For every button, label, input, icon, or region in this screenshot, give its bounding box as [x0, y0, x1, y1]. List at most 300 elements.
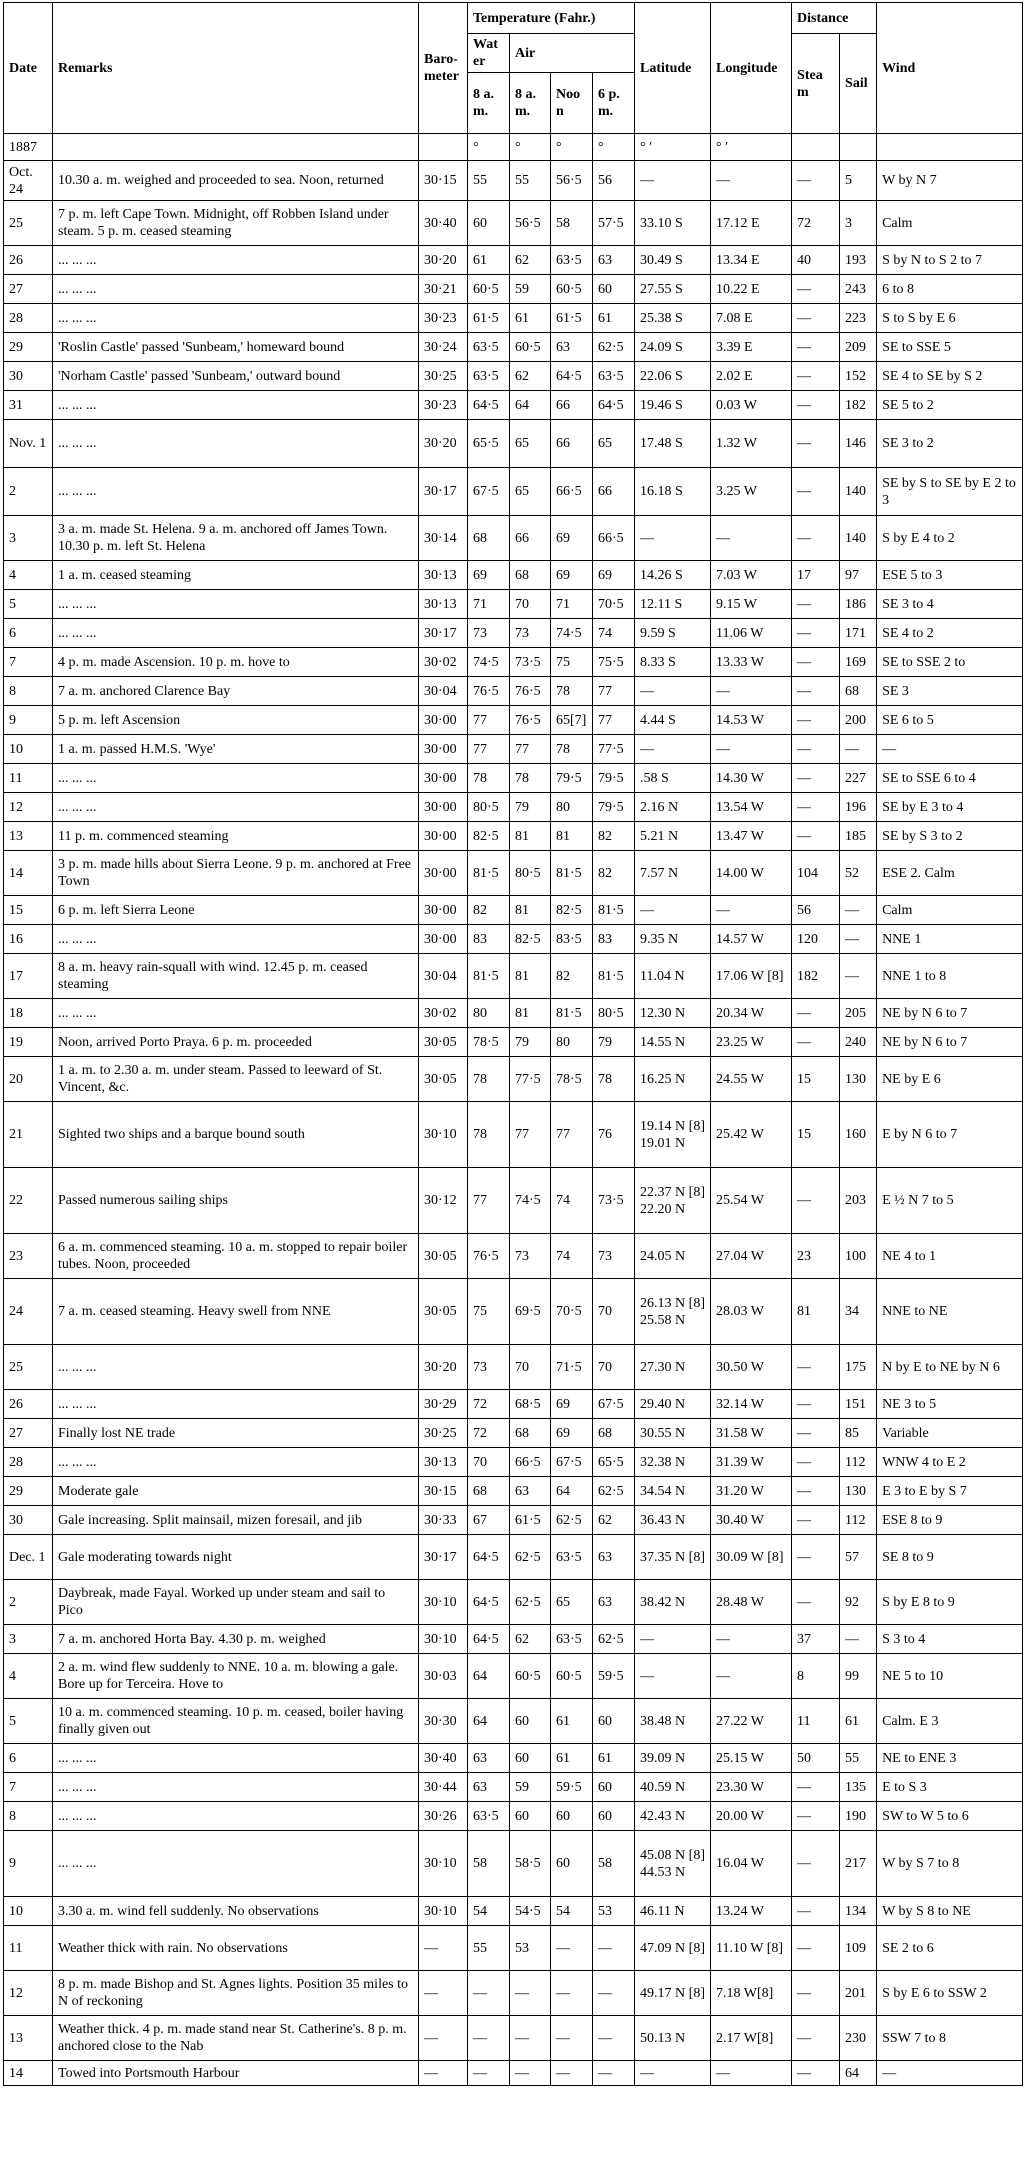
latitude-cell: 11.04 N: [635, 954, 711, 999]
sail-distance-cell: 243: [840, 275, 877, 304]
latitude-cell: 25.38 S: [635, 304, 711, 333]
remarks-cell: Moderate gale: [53, 1477, 419, 1506]
air-noon-cell: 69: [551, 561, 593, 590]
steam-distance-cell: —: [792, 999, 840, 1028]
wind-cell: S by E 8 to 9: [877, 1580, 1023, 1625]
table-row: [4, 1926, 1023, 1971]
longitude-cell: 28.48 W: [711, 1580, 792, 1625]
table-row: [4, 648, 1023, 677]
steam-distance-cell: —: [792, 764, 840, 793]
wind-cell: Calm. E 3: [877, 1699, 1023, 1744]
wind-cell: SW to W 5 to 6: [877, 1802, 1023, 1831]
air-6pm-cell: 60: [593, 1802, 635, 1831]
table-row: [4, 516, 1023, 561]
latitude-cell: 30.49 S: [635, 246, 711, 275]
barometer-cell: 30·40: [419, 201, 468, 246]
barometer-cell: 30·05: [419, 1028, 468, 1057]
air-8am-cell: 60: [510, 1699, 551, 1744]
air-8am-cell: 81: [510, 822, 551, 851]
water-8am-cell: 64·5: [468, 1625, 510, 1654]
air-8am-cell: 58·5: [510, 1831, 551, 1897]
water-8am-cell: 81·5: [468, 851, 510, 896]
air-8am-cell: 59: [510, 1773, 551, 1802]
longitude-cell: 10.22 E: [711, 275, 792, 304]
air-6pm-cell: 82: [593, 822, 635, 851]
steam-distance-cell: —: [792, 1580, 840, 1625]
steam-distance-cell: —: [792, 1448, 840, 1477]
air-noon-cell: 65: [551, 1580, 593, 1625]
sail-distance-cell: 209: [840, 333, 877, 362]
air-noon-cell: 66·5: [551, 468, 593, 516]
wind-cell: S by E 6 to SSW 2: [877, 1971, 1023, 2016]
steam-distance-cell: —: [792, 822, 840, 851]
air-6pm-cell: 56: [593, 161, 635, 201]
barometer-cell: 30·00: [419, 793, 468, 822]
table-row: [4, 1744, 1023, 1773]
sail-distance-cell: 140: [840, 516, 877, 561]
remarks-cell: Finally lost NE trade: [53, 1419, 419, 1448]
air-6pm-cell: —: [593, 2016, 635, 2061]
date-cell: Dec. 1: [4, 1535, 53, 1580]
wind-cell: NNE 1 to 8: [877, 954, 1023, 999]
barometer-cell: 30·00: [419, 851, 468, 896]
steam-distance-cell: —: [792, 793, 840, 822]
remarks-cell: ... ... ...: [53, 1802, 419, 1831]
air-8am-cell: 62: [510, 246, 551, 275]
wind-cell: Variable: [877, 1419, 1023, 1448]
air-6pm-cell: 62·5: [593, 1477, 635, 1506]
air-8am-cell: 73·5: [510, 648, 551, 677]
air-8am-cell: 61·5: [510, 1506, 551, 1535]
sail-distance-cell: —: [840, 954, 877, 999]
air-8am-cell: 54·5: [510, 1897, 551, 1926]
latitude-cell: 36.43 N: [635, 1506, 711, 1535]
air-noon-cell: 64: [551, 1477, 593, 1506]
sail-distance-cell: 55: [840, 1744, 877, 1773]
latitude-cell: 33.10 S: [635, 201, 711, 246]
wind-cell: W by S 7 to 8: [877, 1831, 1023, 1897]
air-noon-cell: —: [551, 2016, 593, 2061]
sail-distance-cell: 186: [840, 590, 877, 619]
table-row: [4, 304, 1023, 333]
sail-distance-cell: 61: [840, 1699, 877, 1744]
longitude-cell: 30.09 W [8]: [711, 1535, 792, 1580]
header-air-noon: Noon: [551, 73, 593, 134]
wind-cell: SE to SSE 2 to: [877, 648, 1023, 677]
remarks-cell: Noon, arrived Porto Praya. 6 p. m. proceeded: [53, 1028, 419, 1057]
remarks-cell: 1 a. m. passed H.M.S. 'Wye': [53, 735, 419, 764]
table-body: [4, 134, 1023, 2086]
barometer-cell: 30·17: [419, 468, 468, 516]
longitude-cell: —: [711, 161, 792, 201]
date-cell: 6: [4, 619, 53, 648]
longitude-cell: 16.04 W: [711, 1831, 792, 1897]
barometer-cell: 30·05: [419, 1279, 468, 1345]
latitude-cell: 24.09 S: [635, 333, 711, 362]
date-cell: 11: [4, 1926, 53, 1971]
air-6pm-cell: 76: [593, 1102, 635, 1168]
date-cell: 28: [4, 304, 53, 333]
date-cell: 29: [4, 1477, 53, 1506]
air-6pm-cell: 63: [593, 1580, 635, 1625]
steam-distance-cell: —: [792, 1390, 840, 1419]
air-8am-cell: 81: [510, 999, 551, 1028]
sail-distance-cell: 92: [840, 1580, 877, 1625]
water-8am-cell: 64·5: [468, 1580, 510, 1625]
date-cell: 18: [4, 999, 53, 1028]
sail-distance-cell: 185: [840, 822, 877, 851]
table-row: [4, 1419, 1023, 1448]
wind-cell: —: [877, 735, 1023, 764]
longitude-cell: —: [711, 896, 792, 925]
date-cell: 9: [4, 1831, 53, 1897]
barometer-cell: 30·29: [419, 1390, 468, 1419]
date-cell: Nov. 1: [4, 420, 53, 468]
barometer-cell: 30·20: [419, 1345, 468, 1390]
remarks-cell: Weather thick with rain. No observations: [53, 1926, 419, 1971]
longitude-cell: 31.39 W: [711, 1448, 792, 1477]
remarks-cell: ... ... ...: [53, 619, 419, 648]
water-8am-cell: 75: [468, 1279, 510, 1345]
barometer-cell: 30·30: [419, 1699, 468, 1744]
air-8am-cell: 65: [510, 468, 551, 516]
air-8am-cell: 59: [510, 275, 551, 304]
air-noon-cell: 63·5: [551, 1535, 593, 1580]
table-row: [4, 619, 1023, 648]
sail-distance-cell: 112: [840, 1448, 877, 1477]
longitude-cell: 31.20 W: [711, 1477, 792, 1506]
sail-distance-cell: 146: [840, 420, 877, 468]
sail-distance-cell: 201: [840, 1971, 877, 2016]
degree-mark: °: [510, 134, 551, 161]
remarks-cell: 4 p. m. made Ascension. 10 p. m. hove to: [53, 648, 419, 677]
air-6pm-cell: —: [593, 2061, 635, 2086]
air-noon-cell: 82: [551, 954, 593, 999]
latitude-cell: —: [635, 516, 711, 561]
water-8am-cell: 77: [468, 735, 510, 764]
date-cell: 11: [4, 764, 53, 793]
date-cell: 17: [4, 954, 53, 999]
table-row: [4, 561, 1023, 590]
water-8am-cell: 63: [468, 1744, 510, 1773]
page: [3, 2, 1023, 2086]
header-air-6pm: 6 p. m.: [593, 73, 635, 134]
year-cell: [840, 134, 877, 161]
wind-cell: SSW 7 to 8: [877, 2016, 1023, 2061]
header-remarks: Remarks: [53, 3, 419, 134]
sail-distance-cell: 169: [840, 648, 877, 677]
steam-distance-cell: 17: [792, 561, 840, 590]
barometer-cell: 30·24: [419, 333, 468, 362]
remarks-cell: Gale increasing. Split mainsail, mizen foresail, and jib: [53, 1506, 419, 1535]
remarks-cell: Passed numerous sailing ships: [53, 1168, 419, 1234]
barometer-cell: 30·25: [419, 362, 468, 391]
barometer-cell: 30·26: [419, 1802, 468, 1831]
wind-cell: E 3 to E by S 7: [877, 1477, 1023, 1506]
air-noon-cell: 78: [551, 735, 593, 764]
steam-distance-cell: —: [792, 420, 840, 468]
sail-distance-cell: 230: [840, 2016, 877, 2061]
longitude-cell: 1.32 W: [711, 420, 792, 468]
table-row: [4, 1102, 1023, 1168]
remarks-cell: ... ... ...: [53, 925, 419, 954]
table-row: [4, 391, 1023, 420]
steam-distance-cell: —: [792, 1345, 840, 1390]
sail-distance-cell: 217: [840, 1831, 877, 1897]
air-8am-cell: 76·5: [510, 706, 551, 735]
date-cell: 23: [4, 1234, 53, 1279]
air-6pm-cell: 74: [593, 619, 635, 648]
sail-distance-cell: 97: [840, 561, 877, 590]
wind-cell: NE 5 to 10: [877, 1654, 1023, 1699]
wind-cell: SE by S to SE by E 2 to 3: [877, 468, 1023, 516]
longitude-cell: 3.25 W: [711, 468, 792, 516]
latitude-cell: —: [635, 2061, 711, 2086]
water-8am-cell: 77: [468, 706, 510, 735]
latitude-cell: 9.59 S: [635, 619, 711, 648]
barometer-cell: 30·13: [419, 1448, 468, 1477]
wind-cell: E ½ N 7 to 5: [877, 1168, 1023, 1234]
latitude-cell: 12.11 S: [635, 590, 711, 619]
year-cell: 1887: [4, 134, 53, 161]
longitude-cell: 20.00 W: [711, 1802, 792, 1831]
air-8am-cell: —: [510, 2016, 551, 2061]
steam-distance-cell: 15: [792, 1057, 840, 1102]
air-6pm-cell: 82: [593, 851, 635, 896]
longitude-cell: 14.57 W: [711, 925, 792, 954]
latitude-cell: 40.59 N: [635, 1773, 711, 1802]
remarks-cell: ... ... ...: [53, 590, 419, 619]
table-row: [4, 706, 1023, 735]
latitude-cell: —: [635, 1625, 711, 1654]
table-row: [4, 590, 1023, 619]
air-8am-cell: 77: [510, 1102, 551, 1168]
header-longitude: Longitude: [711, 3, 792, 134]
air-6pm-cell: —: [593, 1971, 635, 2016]
air-noon-cell: 70·5: [551, 1279, 593, 1345]
sail-distance-cell: 151: [840, 1390, 877, 1419]
remarks-cell: 11 p. m. commenced steaming: [53, 822, 419, 851]
water-8am-cell: 64: [468, 1699, 510, 1744]
longitude-cell: 14.30 W: [711, 764, 792, 793]
latitude-cell: 17.48 S: [635, 420, 711, 468]
date-cell: 2: [4, 1580, 53, 1625]
barometer-cell: 30·00: [419, 822, 468, 851]
sail-distance-cell: 52: [840, 851, 877, 896]
barometer-cell: 30·04: [419, 954, 468, 999]
air-noon-cell: 64·5: [551, 362, 593, 391]
table-row: [4, 201, 1023, 246]
air-noon-cell: 54: [551, 1897, 593, 1926]
sail-distance-cell: 140: [840, 468, 877, 516]
longitude-cell: 3.39 E: [711, 333, 792, 362]
header-temperature: Temperature (Fahr.): [468, 3, 635, 34]
table-row: [4, 735, 1023, 764]
water-8am-cell: 61·5: [468, 304, 510, 333]
date-cell: 13: [4, 2016, 53, 2061]
steam-distance-cell: —: [792, 1831, 840, 1897]
sail-distance-cell: 152: [840, 362, 877, 391]
steam-distance-cell: —: [792, 333, 840, 362]
table-row: [4, 1773, 1023, 1802]
air-noon-cell: 63·5: [551, 1625, 593, 1654]
barometer-cell: 30·00: [419, 764, 468, 793]
barometer-cell: 30·13: [419, 590, 468, 619]
water-8am-cell: 63: [468, 1773, 510, 1802]
date-cell: 6: [4, 1744, 53, 1773]
table-row: [4, 1699, 1023, 1744]
air-6pm-cell: 63·5: [593, 362, 635, 391]
air-noon-cell: 60·5: [551, 275, 593, 304]
date-cell: Oct. 24: [4, 161, 53, 201]
water-8am-cell: 64·5: [468, 391, 510, 420]
degree-minute-mark: ° ′: [635, 134, 711, 161]
latitude-cell: 29.40 N: [635, 1390, 711, 1419]
remarks-cell: ... ... ...: [53, 764, 419, 793]
longitude-cell: 2.02 E: [711, 362, 792, 391]
air-8am-cell: 56·5: [510, 201, 551, 246]
steam-distance-cell: —: [792, 648, 840, 677]
year-cell: [877, 134, 1023, 161]
latitude-cell: 14.55 N: [635, 1028, 711, 1057]
water-8am-cell: 76·5: [468, 1234, 510, 1279]
latitude-cell: 47.09 N [8]: [635, 1926, 711, 1971]
sail-distance-cell: 109: [840, 1926, 877, 1971]
latitude-cell: 49.17 N [8]: [635, 1971, 711, 2016]
air-8am-cell: 68: [510, 1419, 551, 1448]
barometer-cell: 30·25: [419, 1419, 468, 1448]
air-8am-cell: 70: [510, 1345, 551, 1390]
sail-distance-cell: 135: [840, 1773, 877, 1802]
date-cell: 8: [4, 1802, 53, 1831]
remarks-cell: ... ... ...: [53, 420, 419, 468]
air-8am-cell: 79: [510, 793, 551, 822]
steam-distance-cell: 15: [792, 1102, 840, 1168]
water-8am-cell: 63·5: [468, 1802, 510, 1831]
date-cell: 9: [4, 706, 53, 735]
barometer-cell: —: [419, 2061, 468, 2086]
air-6pm-cell: —: [593, 1926, 635, 1971]
table-row: [4, 1448, 1023, 1477]
water-8am-cell: —: [468, 1971, 510, 2016]
air-noon-cell: 78·5: [551, 1057, 593, 1102]
barometer-cell: 30·10: [419, 1580, 468, 1625]
steam-distance-cell: —: [792, 468, 840, 516]
air-noon-cell: 77: [551, 1102, 593, 1168]
latitude-cell: 38.48 N: [635, 1699, 711, 1744]
air-6pm-cell: 73·5: [593, 1168, 635, 1234]
steam-distance-cell: —: [792, 391, 840, 420]
steam-distance-cell: —: [792, 1168, 840, 1234]
air-noon-cell: 61: [551, 1744, 593, 1773]
water-8am-cell: 81·5: [468, 954, 510, 999]
air-6pm-cell: 70·5: [593, 590, 635, 619]
steam-distance-cell: —: [792, 1419, 840, 1448]
barometer-cell: 30·23: [419, 304, 468, 333]
air-8am-cell: 82·5: [510, 925, 551, 954]
air-6pm-cell: 81·5: [593, 954, 635, 999]
remarks-cell: 7 a. m. anchored Clarence Bay: [53, 677, 419, 706]
remarks-cell: Daybreak, made Fayal. Worked up under steam and sail to Pico: [53, 1580, 419, 1625]
barometer-cell: 30·13: [419, 561, 468, 590]
water-8am-cell: 72: [468, 1390, 510, 1419]
steam-distance-cell: —: [792, 735, 840, 764]
steam-distance-cell: 56: [792, 896, 840, 925]
remarks-cell: ... ... ...: [53, 1390, 419, 1419]
header-steam: Steam: [792, 34, 840, 134]
latitude-cell: —: [635, 1654, 711, 1699]
longitude-cell: —: [711, 677, 792, 706]
sail-distance-cell: 100: [840, 1234, 877, 1279]
date-cell: 7: [4, 648, 53, 677]
barometer-cell: 30·21: [419, 275, 468, 304]
wind-cell: SE to SSE 5: [877, 333, 1023, 362]
air-6pm-cell: 63: [593, 246, 635, 275]
steam-distance-cell: 50: [792, 1744, 840, 1773]
air-noon-cell: 60: [551, 1802, 593, 1831]
wind-cell: NE to ENE 3: [877, 1744, 1023, 1773]
steam-distance-cell: —: [792, 2016, 840, 2061]
longitude-cell: 23.30 W: [711, 1773, 792, 1802]
steam-distance-cell: 8: [792, 1654, 840, 1699]
header-date: Date: [4, 3, 53, 134]
air-8am-cell: 60: [510, 1802, 551, 1831]
date-cell: 3: [4, 1625, 53, 1654]
air-6pm-cell: 60: [593, 275, 635, 304]
sail-distance-cell: 175: [840, 1345, 877, 1390]
wind-cell: ESE 8 to 9: [877, 1506, 1023, 1535]
air-6pm-cell: 61: [593, 1744, 635, 1773]
longitude-cell: 0.03 W: [711, 391, 792, 420]
air-8am-cell: 60: [510, 1744, 551, 1773]
barometer-cell: 30·14: [419, 516, 468, 561]
wind-cell: S to S by E 6: [877, 304, 1023, 333]
remarks-cell: 1 a. m. to 2.30 a. m. under steam. Passed to leeward of St. Vincent, &c.: [53, 1057, 419, 1102]
date-cell: 4: [4, 561, 53, 590]
air-6pm-cell: 69: [593, 561, 635, 590]
longitude-cell: 13.33 W: [711, 648, 792, 677]
longitude-cell: 2.17 W[8]: [711, 2016, 792, 2061]
remarks-cell: 8 a. m. heavy rain-squall with wind. 12.45 p. m. ceased steaming: [53, 954, 419, 999]
wind-cell: NE by E 6: [877, 1057, 1023, 1102]
air-noon-cell: —: [551, 1926, 593, 1971]
degree-minute-mark: ° ′: [711, 134, 792, 161]
header-distance: Distance: [792, 3, 877, 34]
table-row: [4, 1279, 1023, 1345]
table-row: [4, 420, 1023, 468]
table-row: [4, 1580, 1023, 1625]
air-noon-cell: 67·5: [551, 1448, 593, 1477]
water-8am-cell: 54: [468, 1897, 510, 1926]
air-8am-cell: 63: [510, 1477, 551, 1506]
remarks-cell: ... ... ...: [53, 1345, 419, 1390]
air-noon-cell: 58: [551, 201, 593, 246]
table-row: [4, 161, 1023, 201]
steam-distance-cell: 72: [792, 201, 840, 246]
date-cell: 28: [4, 1448, 53, 1477]
remarks-cell: 10.30 a. m. weighed and proceeded to sea. Noon, returned: [53, 161, 419, 201]
latitude-cell: 16.18 S: [635, 468, 711, 516]
date-cell: 21: [4, 1102, 53, 1168]
degree-mark: °: [551, 134, 593, 161]
air-noon-cell: 66: [551, 420, 593, 468]
wind-cell: SE 6 to 5: [877, 706, 1023, 735]
barometer-cell: 30·00: [419, 735, 468, 764]
water-8am-cell: 63·5: [468, 333, 510, 362]
wind-cell: SE 3 to 4: [877, 590, 1023, 619]
wind-cell: SE by E 3 to 4: [877, 793, 1023, 822]
wind-cell: NE 3 to 5: [877, 1390, 1023, 1419]
